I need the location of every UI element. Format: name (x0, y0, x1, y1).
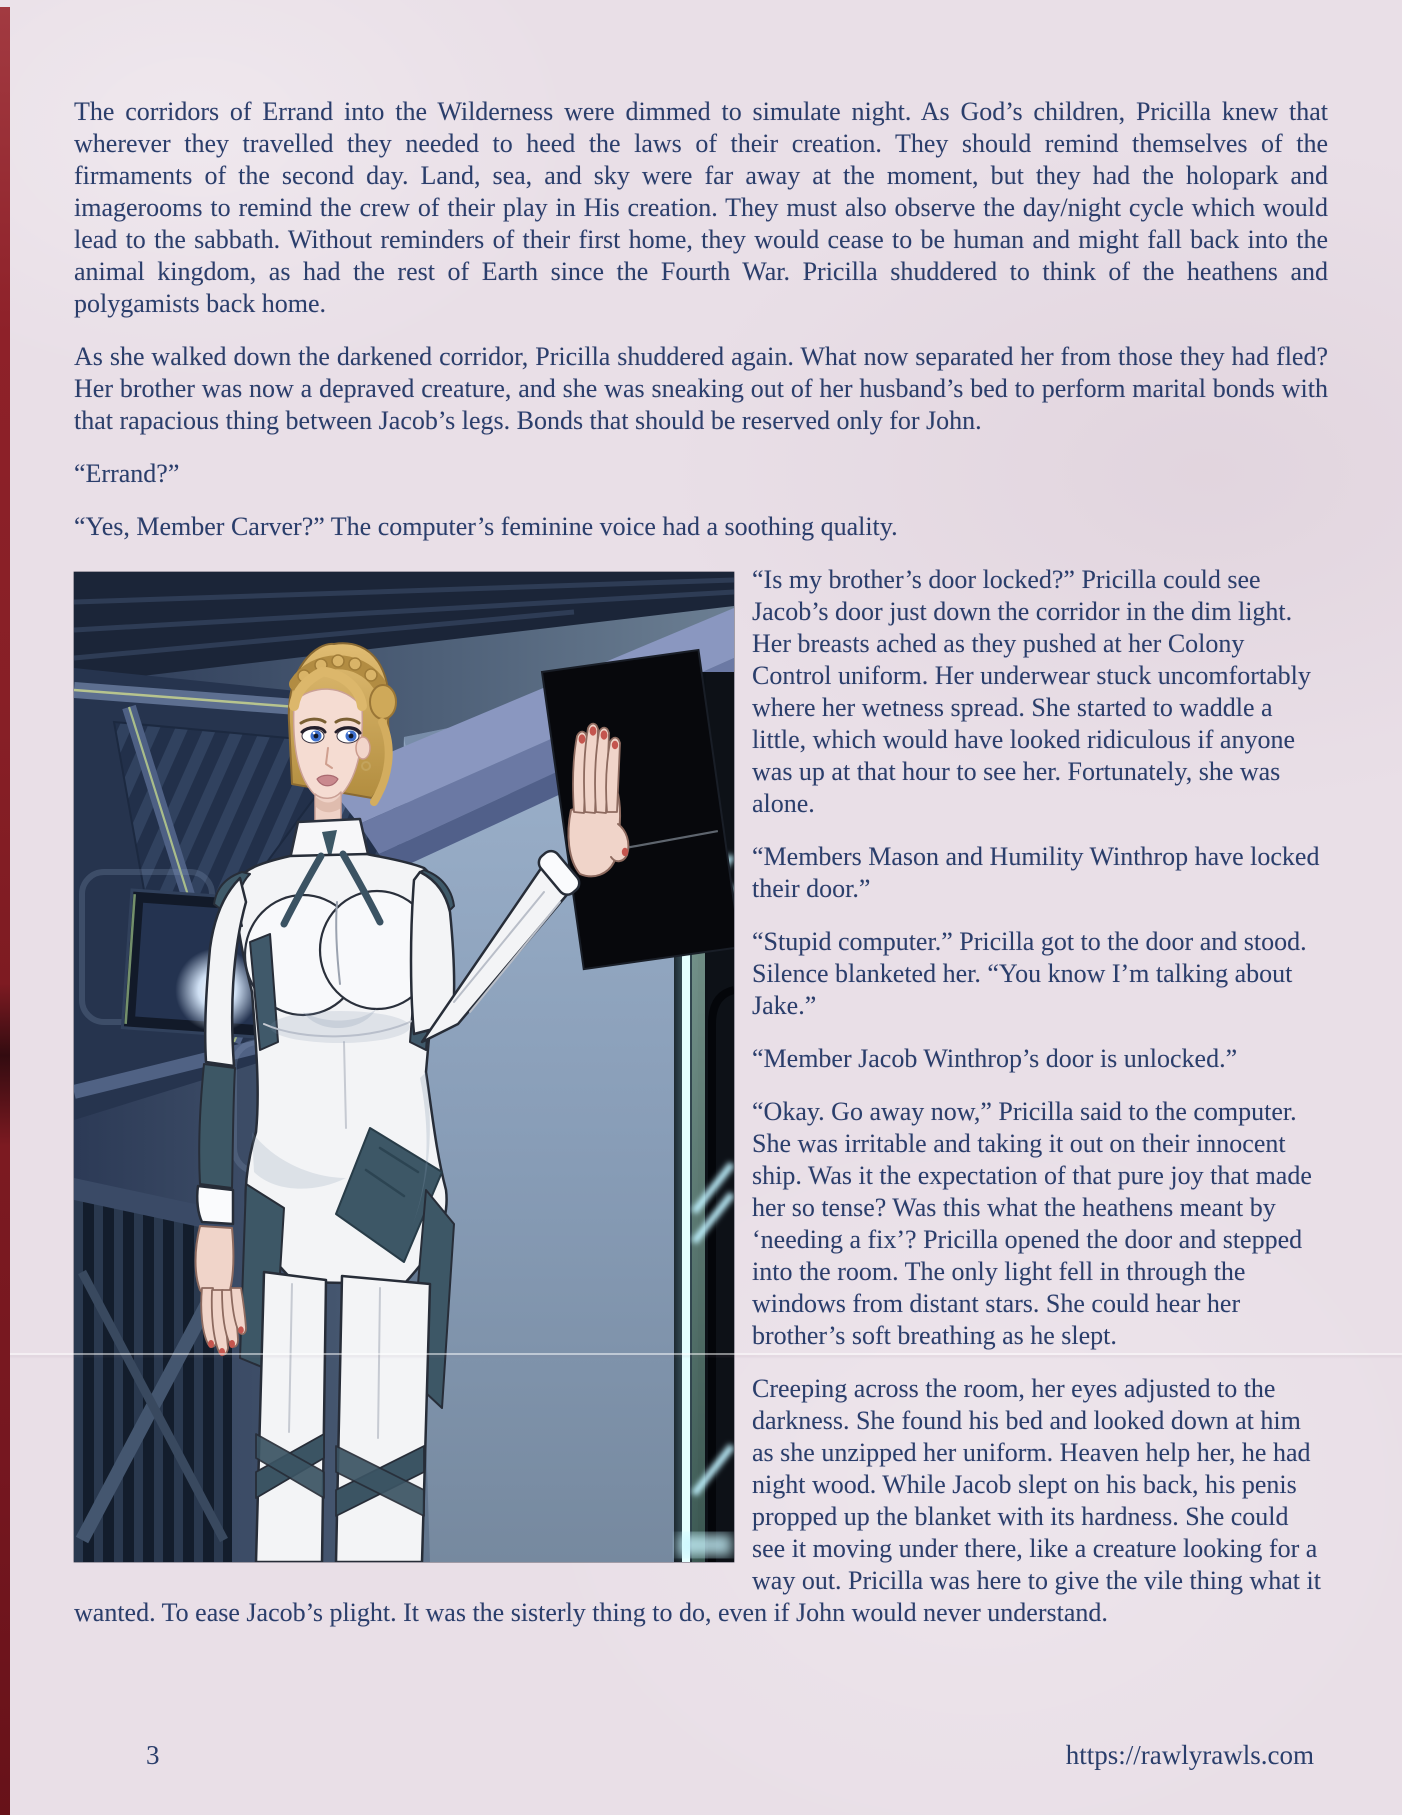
story-body (74, 96, 1328, 1650)
story-illustration (74, 572, 734, 1562)
story-dialogue: “Members Mason and Humility Winthrop have locked their door.” (752, 842, 1320, 903)
story-paragraph: As she walked down the darkened corridor, Pricilla shuddered again. What now separated her from those they had fled? Her brother was now a depraved creature, and she was sneaking out of her husband’s bed to perform marital bonds with that rapacious thing between Jacob’s legs. Bonds that should be reserved only for John. (74, 342, 1328, 435)
story-dialogue: “Member Jacob Winthrop’s door is unlocked.” (752, 1044, 1238, 1073)
story-dialogue: “Okay. Go away now,” Pricilla said to the computer. She was irritable and taking it out on their innocent ship. Was it the expectation of that pure joy that made her so tense? Was this what the heathens meant by ‘needing a fix’? Pricilla opened the door and stepped into the room. The only light fell in through the windows from distant stars. She could hear her brother’s soft breathing as he slept. (752, 1097, 1312, 1350)
story-paragraph: The corridors of Errand into the Wilderness were dimmed to simulate night. As God’s children, Pricilla knew that wherever they travelled they needed to heed the laws of their creation. They should remind themselves of the firmaments of the second day. Land, sea, and sky were far away at the moment, but they had the holopark and imagerooms to remind the crew of their play in His creation. They must also observe the day/night cycle which would lead to the sabbath. Without reminders of their first home, they would cease to be human and might fall back into the animal kingdom, as had the rest of Earth since the Fourth War. Pricilla shuddered to think of the heathens and polygamists back home. (74, 97, 1328, 318)
story-dialogue: “Is my brother’s door locked?” Pricilla could see Jacob’s door just down the corridor in the dim light. Her breasts ached as they pushed at her Colony Control uniform. Her underwear stuck uncomfortably where her wetness spread. She started to waddle a little, which would have looked ridiculous if anyone was up at that hour to see her. Fortunately, she was alone. (752, 565, 1311, 818)
spine-stripe (0, 7, 10, 1815)
corridor-scene (74, 572, 734, 1562)
story-dialogue: “Stupid computer.” Pricilla got to the door and stood. Silence blanketed her. “You know I’m talking about Jake.” (752, 927, 1307, 1020)
story-paragraph: Creeping across the room, her eyes adjusted to the darkness. She found his bed and looked down at him as she unzipped her uniform. Heaven help her, he had night wood. While Jacob slept on his back, his penis propped up the blanket with its hardness. She could see it moving under there, like a creature looking for a way out. Pricilla was here to give the vile thing what it wanted. To ease Jacob’s plight. It was the sisterly thing to do, even if John would never understand. (74, 1374, 1321, 1627)
page-footer (74, 1740, 1328, 1771)
hand-on-panel (568, 724, 628, 877)
story-dialogue: “Yes, Member Carver?” The computer’s feminine voice had a soothing quality. (74, 512, 898, 541)
story-dialogue: “Errand?” (74, 459, 180, 488)
footer-url[interactable]: https://rawlyrawls.com (1065, 1740, 1314, 1770)
page-number: 3 (146, 1740, 160, 1770)
